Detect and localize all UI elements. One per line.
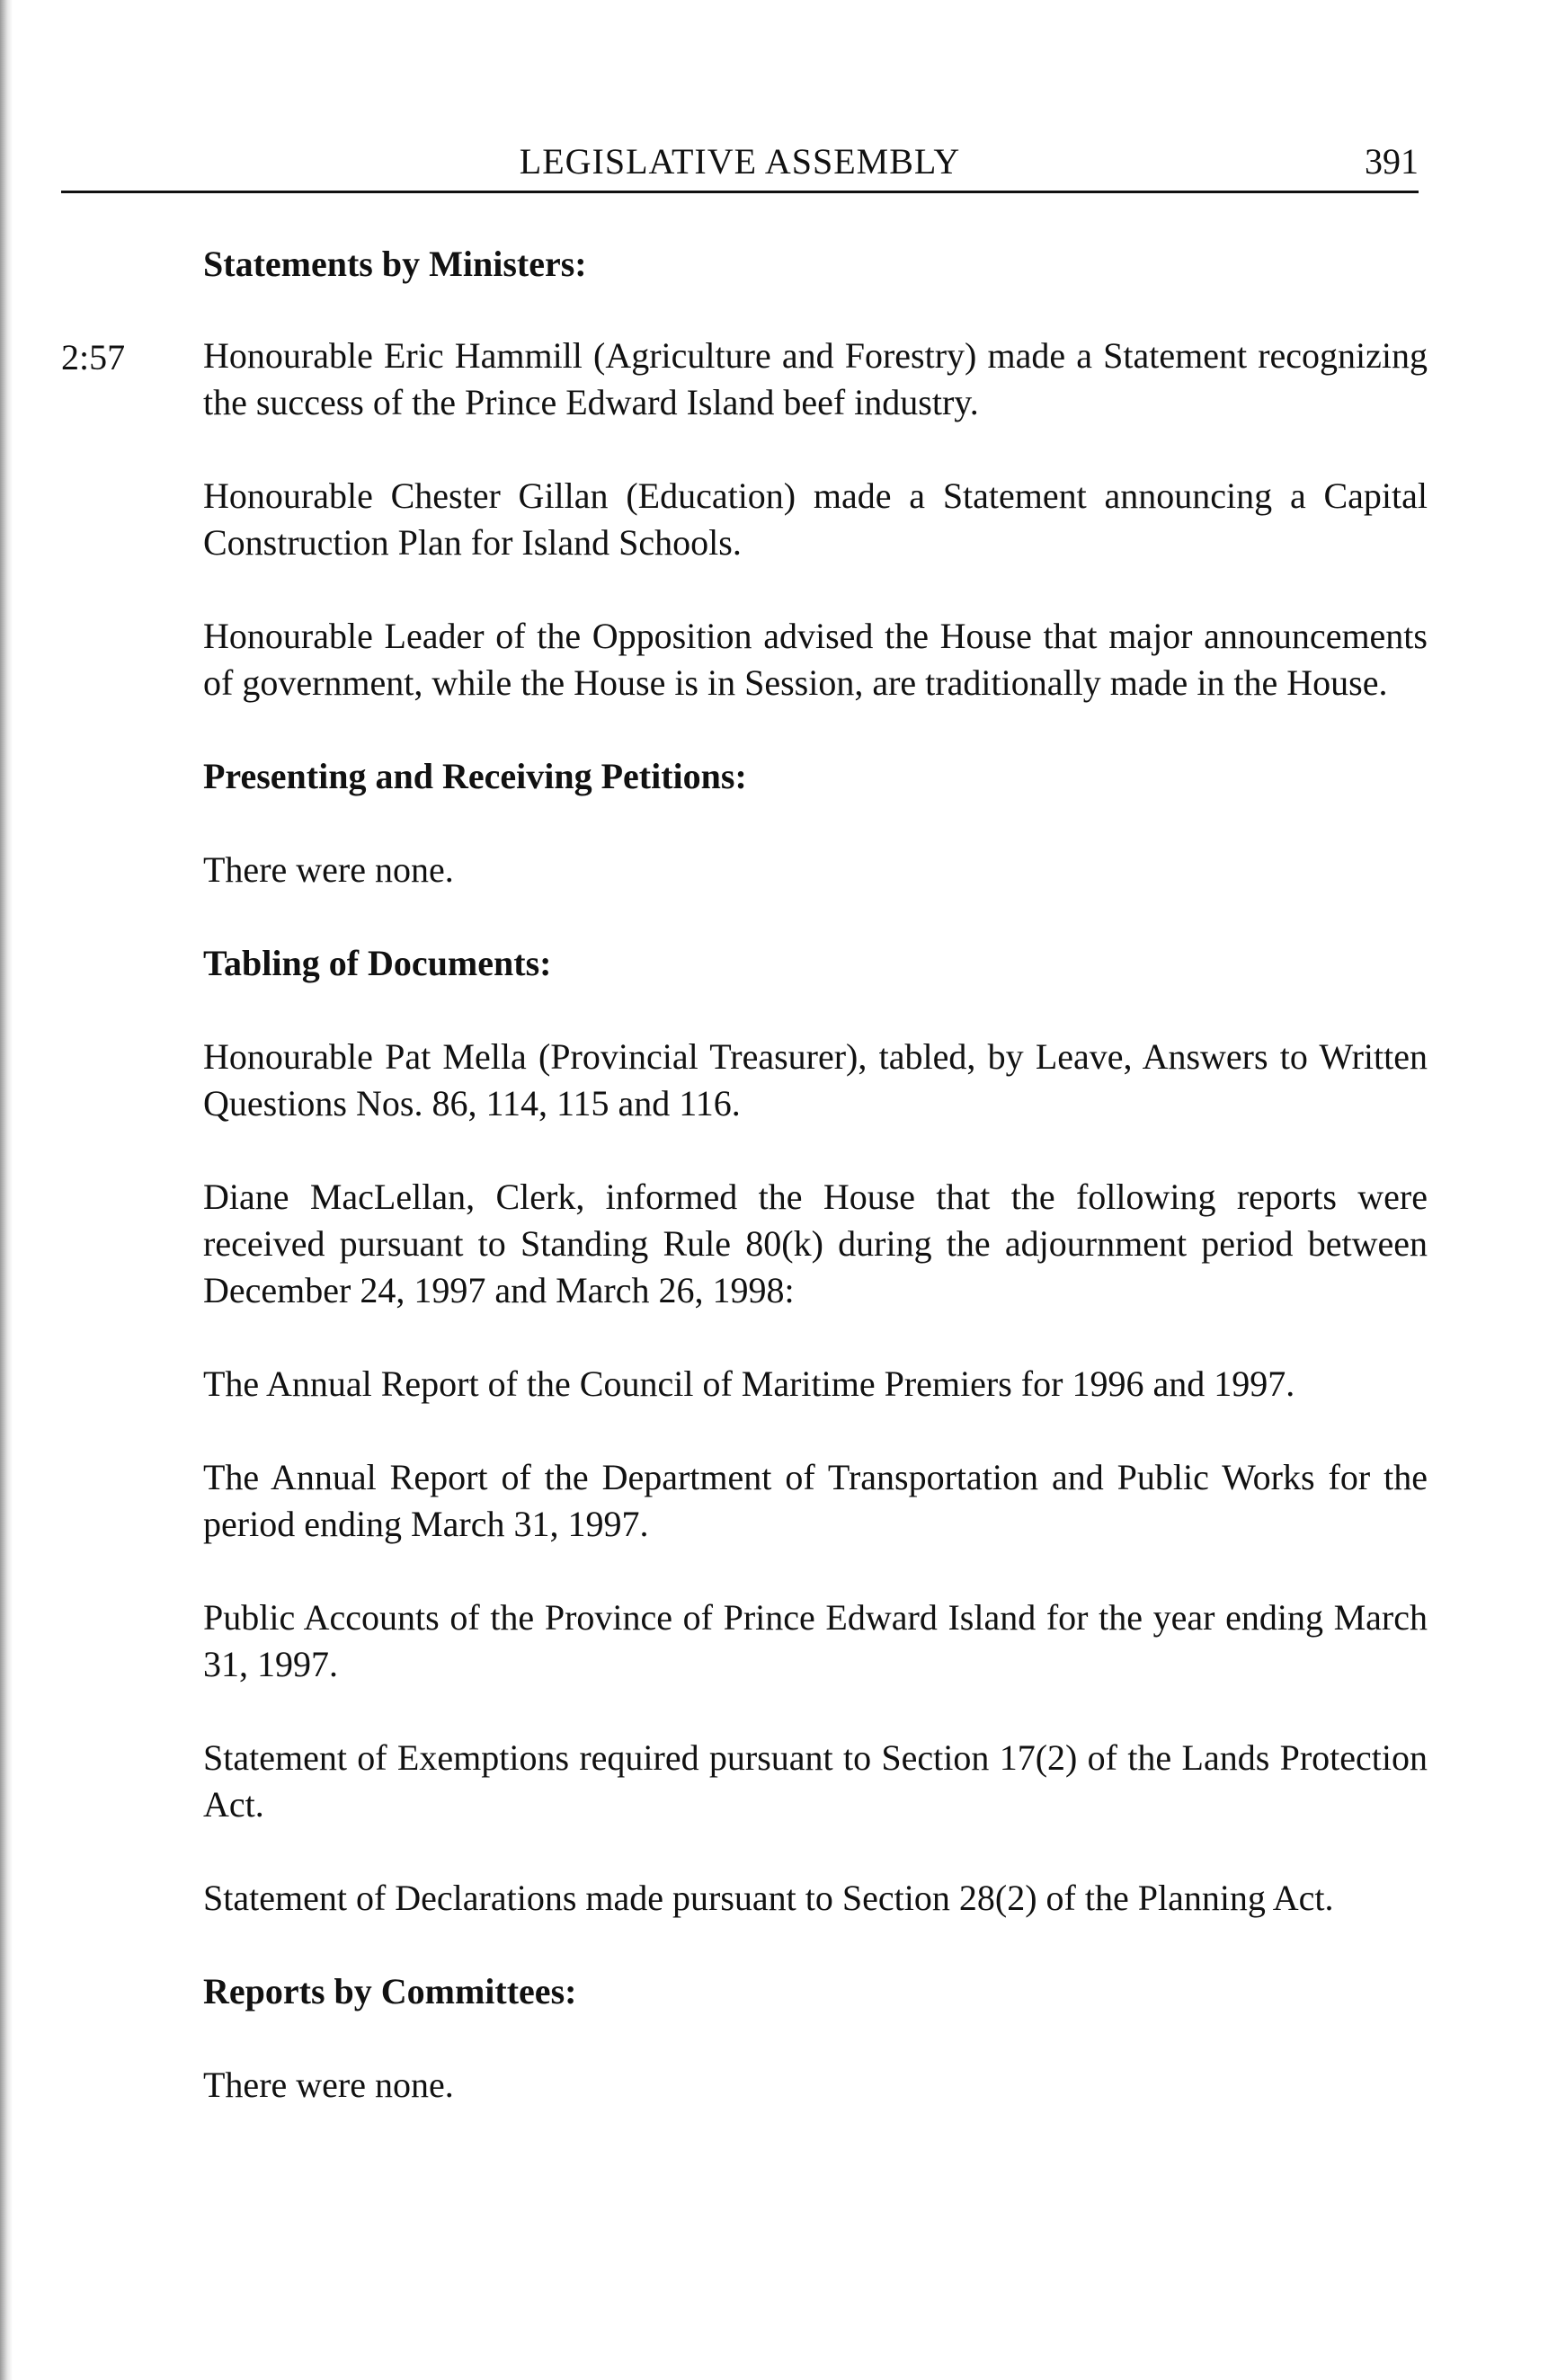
page-edge-shadow (0, 0, 13, 2380)
paragraph: Statement of Declarations made pursuant to Section 28(2) of the Planning Act. (203, 1878, 1334, 1918)
paragraph: Public Accounts of the Province of Prince Edward Island for the year ending March 31, 1997. (203, 1597, 1428, 1684)
paragraph: The Annual Report of the Department of Transportation and Public Works for the period ending March 31, 1997. (203, 1457, 1428, 1544)
paragraph: The Annual Report of the Council of Maritime Premiers for 1996 and 1997. (203, 1363, 1295, 1404)
paragraph: Honourable Eric Hammill (Agriculture and Forestry) made a Statement recognizing the success of the Prince Edward Island beef industry. (203, 335, 1428, 422)
running-title: LEGISLATIVE ASSEMBLY (519, 141, 961, 182)
paragraph: There were none. (203, 2065, 454, 2105)
paragraph: Statement of Exemptions required pursuant to Section 17(2) of the Lands Protection Act. (203, 1737, 1428, 1825)
heading-presenting-petitions: Presenting and Receiving Petitions: (203, 756, 747, 796)
running-head (61, 135, 1419, 189)
header-rule (61, 191, 1419, 193)
margin-time-note: 2:57 (61, 337, 126, 377)
paragraph: Honourable Chester Gillan (Education) made a Statement announcing a Capital Construction Plan for Island Schools. (203, 475, 1428, 563)
heading-reports-by-committees: Reports by Committees: (203, 1971, 577, 2011)
paragraph: Honourable Pat Mella (Provincial Treasurer), tabled, by Leave, Answers to Written Questions Nos. 86, 114, 115 and 116. (203, 1036, 1428, 1123)
paragraph: Diane MacLellan, Clerk, informed the House that the following reports were received pursuant to Standing Rule 80(k) during the adjournment period between December 24, 1997 and March 26, 1998: (203, 1177, 1428, 1310)
heading-tabling-of-documents: Tabling of Documents: (203, 943, 552, 983)
page-number: 391 (1365, 141, 1419, 182)
paragraph: Honourable Leader of the Opposition advised the House that major announcements of government, while the House is in Session, are traditionally made in the House. (203, 616, 1428, 703)
body-text (203, 225, 1428, 2109)
paragraph: There were none. (203, 849, 454, 890)
heading-statements-by-ministers: Statements by Ministers: (203, 244, 587, 284)
